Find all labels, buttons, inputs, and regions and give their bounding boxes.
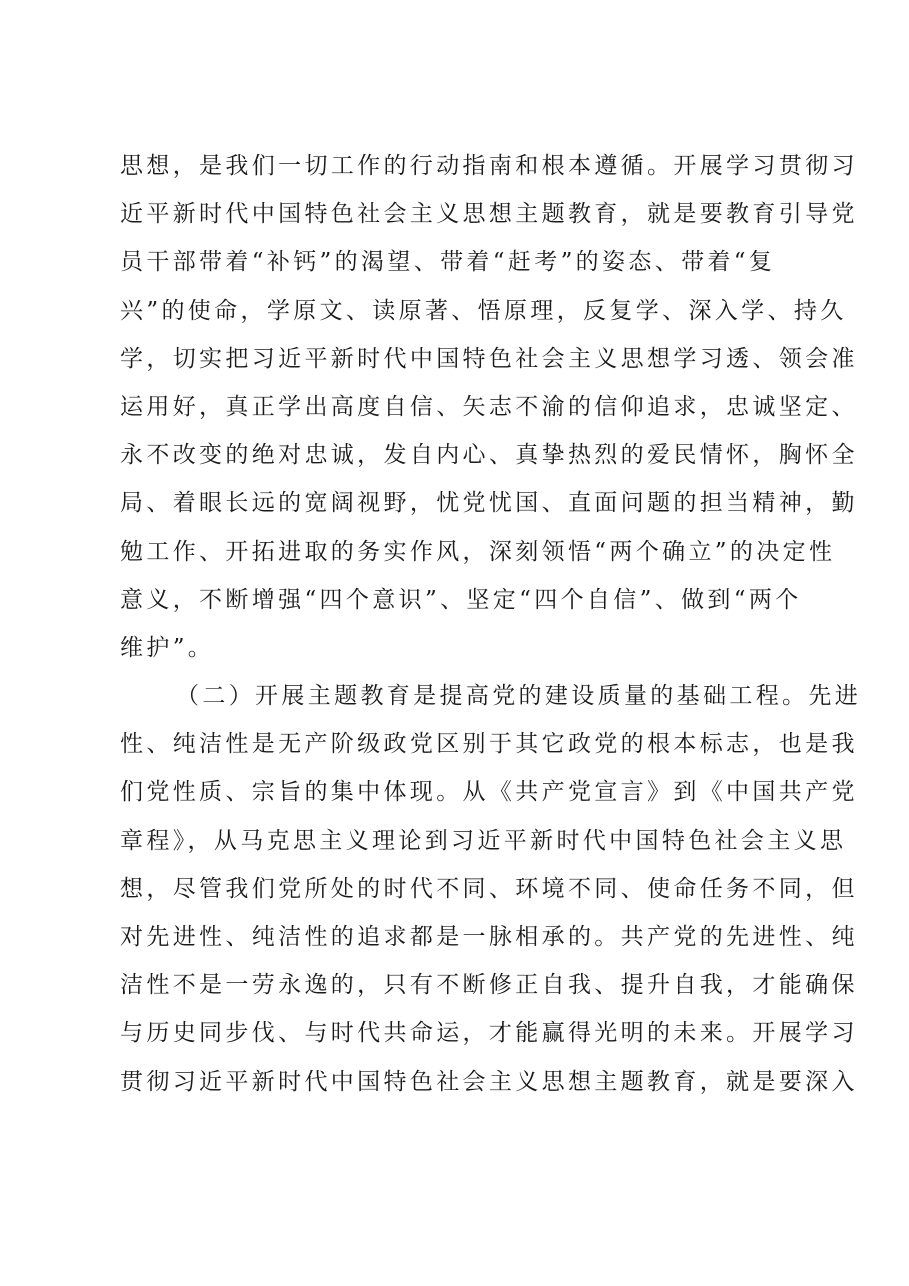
- text-line: 员干部带着“补钙”的渴望、带着“赶考”的姿态、带着“复: [120, 249, 776, 276]
- text-line: 维护”。: [120, 634, 215, 661]
- text-line: 意义，不断增强“四个意识”、坚定“四个自信”、做到“两个: [120, 586, 802, 613]
- text-line: 贯彻习近平新时代中国特色社会主义思想主题教育，就是要深入: [120, 1068, 858, 1095]
- text-line: 对先进性、纯洁性的追求都是一脉相承的。共产党的先进性、纯: [120, 924, 858, 950]
- text-line: 想，尽管我们党所处的时代不同、环境不同、使命任务不同，但: [120, 875, 858, 902]
- body-text: [120, 142, 862, 1106]
- text-line: 与历史同步伐、与时代共命运，才能赢得光明的未来。开展学习: [120, 1020, 858, 1047]
- text-line: 运用好，真正学出高度自信、矢志不渝的信仰追求，忠诚坚定、: [120, 393, 858, 420]
- text-line: 们党性质、宗旨的集中体现。从《共产党宣言》到《中国共产党: [120, 779, 858, 806]
- text-line: 学，切实把习近平新时代中国特色社会主义思想学习透、领会准: [120, 345, 858, 372]
- text-line: 思想，是我们一切工作的行动指南和根本遵循。开展学习贯彻习: [120, 153, 858, 179]
- text-line: 章程》，从马克思主义理论到习近平新时代中国特色社会主义思: [120, 827, 847, 854]
- text-line: 兴”的使命，学原文、读原著、悟原理，反复学、深入学、持久: [120, 297, 847, 324]
- text-line: 永不改变的绝对忠诚，发自内心、真挚热烈的爱民情怀，胸怀全: [120, 442, 858, 469]
- text-line: 性、纯洁性是无产阶级政党区别于其它政党的根本标志，也是我: [120, 731, 858, 758]
- text-line: 洁性不是一劳永逸的，只有不断修正自我、提升自我，才能确保: [120, 972, 858, 999]
- section-heading-line: （二）开展主题教育是提高党的建设质量的基础工程。先进: [176, 683, 862, 710]
- text-line: 勉工作、开拓进取的务实作风，深刻领悟“两个确立”的决定性: [120, 538, 836, 565]
- text-line: 局、着眼长远的宽阔视野，忧党忧国、直面问题的担当精神，勤: [120, 490, 858, 517]
- text-line: 近平新时代中国特色社会主义思想主题教育，就是要教育引导党: [120, 201, 858, 228]
